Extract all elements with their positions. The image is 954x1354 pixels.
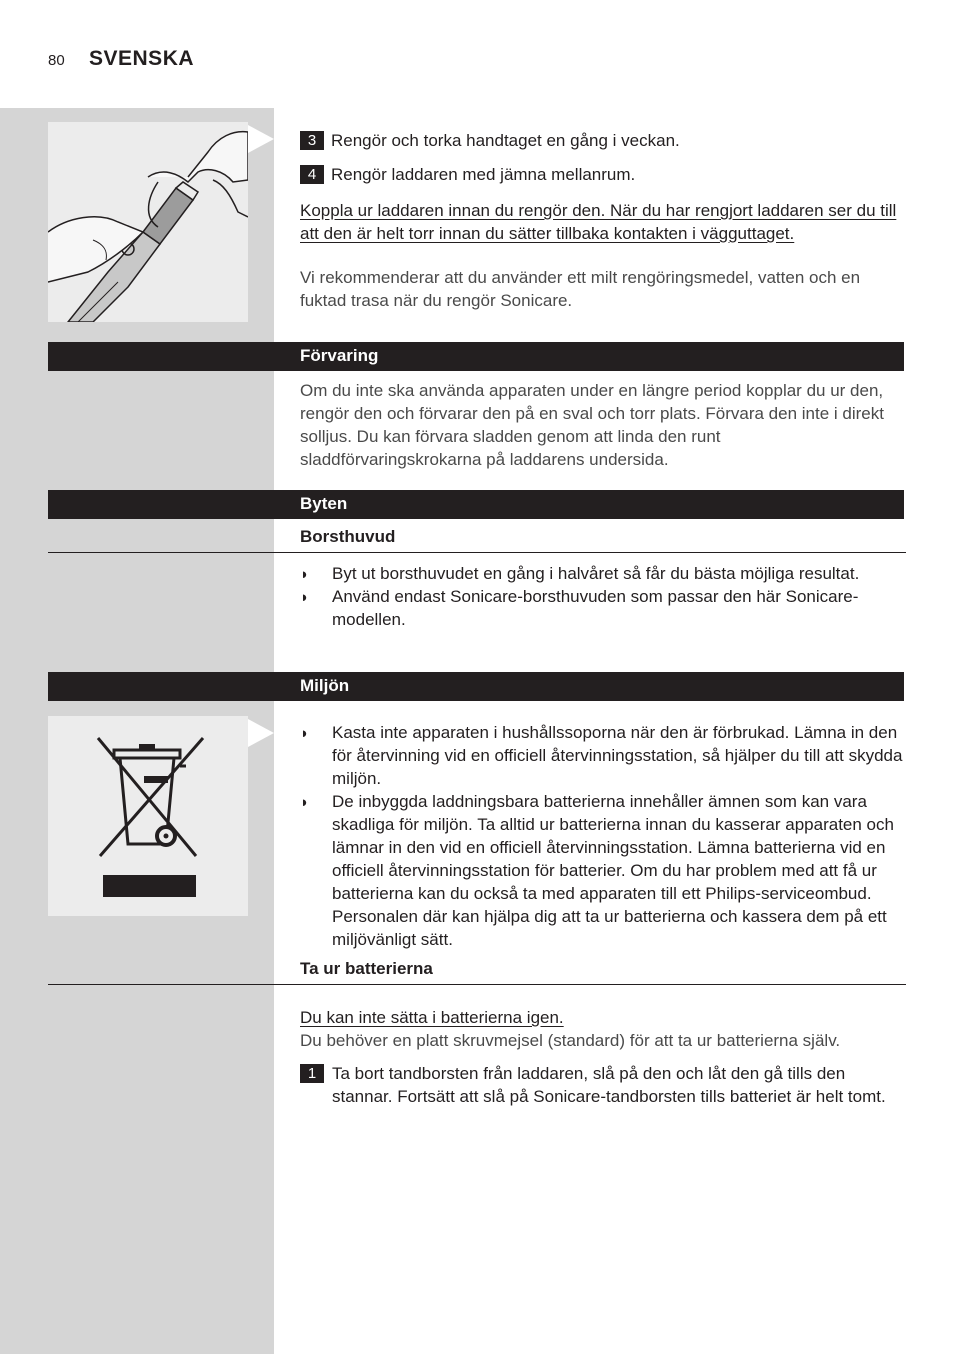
section-heading-replacement: Byten xyxy=(300,494,348,513)
list-item-text: Använd endast Sonicare-borsthuvuden som passar den här Sonicare-modellen. xyxy=(332,587,859,629)
subheading-brush-head: Borsthuvud xyxy=(300,527,396,546)
section-heading-environment: Miljön xyxy=(300,676,350,695)
subheading-rule xyxy=(48,552,906,553)
callout-arrow xyxy=(248,719,274,747)
section-heading-storage: Förvaring xyxy=(300,346,379,365)
bullet-marker-icon: ◗ xyxy=(300,725,310,742)
cleaning-warning: Koppla ur laddaren innan du rengör den. När du har rengjort laddaren ser du till att den är helt torr innan du sätter tillbaka kontakten i vägguttaget. xyxy=(300,201,897,243)
bullet-marker-icon: ◗ xyxy=(300,566,310,583)
list-item-text: De inbyggda laddningsbara batterierna innehåller ämnen som kan vara skadliga för miljön. Ta alltid ur batterierna innan du kasserar apparaten och lämnar in den vid en officiell återvinningsstation. Lämna batterierna vid en officiell återvinningsstation för batterier. Om du har problem med att få ur batterierna kan du också ta med apparaten till ett Philips-serviceombud. Personalen där kan hjälpa dig att ta ur batterierna och kassera dem på ett miljövänligt sätt. xyxy=(332,792,894,949)
step-text: Rengör och torka handtaget en gång i veckan. xyxy=(331,131,680,150)
step-1 xyxy=(300,1062,906,1108)
callout-arrow xyxy=(248,125,274,153)
step-number: 1 xyxy=(300,1064,324,1083)
cleaning-handle-illustration xyxy=(48,122,248,322)
language-heading: SVENSKA xyxy=(89,47,195,70)
bullet-marker-icon: ◗ xyxy=(300,794,310,811)
page-number: 80 xyxy=(48,52,65,69)
list-item xyxy=(300,585,906,631)
list-item xyxy=(300,790,906,951)
section-bar-replacement xyxy=(48,490,904,519)
battery-note: Du behöver en platt skruvmejsel (standard) för att ta ur batterierna själv. xyxy=(300,1031,841,1050)
list-item xyxy=(300,721,906,790)
step-number: 4 xyxy=(300,165,324,184)
subheading-remove-batteries: Ta ur batterierna xyxy=(300,959,433,978)
step-4 xyxy=(300,163,906,186)
cleaning-note: Vi rekommenderar att du använder ett milt rengöringsmedel, vatten och en fuktad trasa när du rengör Sonicare. xyxy=(300,268,861,310)
battery-warning: Du kan inte sätta i batterierna igen. xyxy=(300,1008,564,1027)
environment-bullet-list xyxy=(300,721,906,951)
weee-symbol-drawing xyxy=(48,716,248,916)
section-bar-storage xyxy=(48,342,904,371)
list-item-text: Byt ut borsthuvudet en gång i halvåret så får du bästa möjliga resultat. xyxy=(332,564,860,583)
list-item-text: Kasta inte apparaten i hushållssoporna när den är förbrukad. Lämna in den för återvinning vid en officiell återvinningsstation, så hjälper du till att skydda miljön. xyxy=(332,723,903,788)
subheading-rule xyxy=(48,984,906,985)
section-bar-environment xyxy=(48,672,904,701)
step-number: 3 xyxy=(300,131,324,150)
step-3 xyxy=(300,129,906,152)
crossed-out-wheelie-bin-icon xyxy=(48,716,248,916)
bullet-marker-icon: ◗ xyxy=(300,589,310,606)
replacement-bullet-list xyxy=(300,562,906,631)
cleaning-illustration-drawing xyxy=(48,122,248,322)
step-text: Ta bort tandborsten från laddaren, slå på den och låt den gå tills den stannar. Fortsätt att slå på Sonicare-tandborsten tills batteriet är helt tomt. xyxy=(332,1064,886,1106)
storage-text: Om du inte ska använda apparaten under en längre period kopplar du ur den, rengör den och förvarar den på en sval och torr plats. Förvara den inte i direkt solljus. Du kan förvara sladden genom att linda den runt sladdförvaringskrokarna på laddarens undersida. xyxy=(300,381,884,469)
step-text: Rengör laddaren med jämna mellanrum. xyxy=(331,165,636,184)
list-item xyxy=(300,562,906,585)
